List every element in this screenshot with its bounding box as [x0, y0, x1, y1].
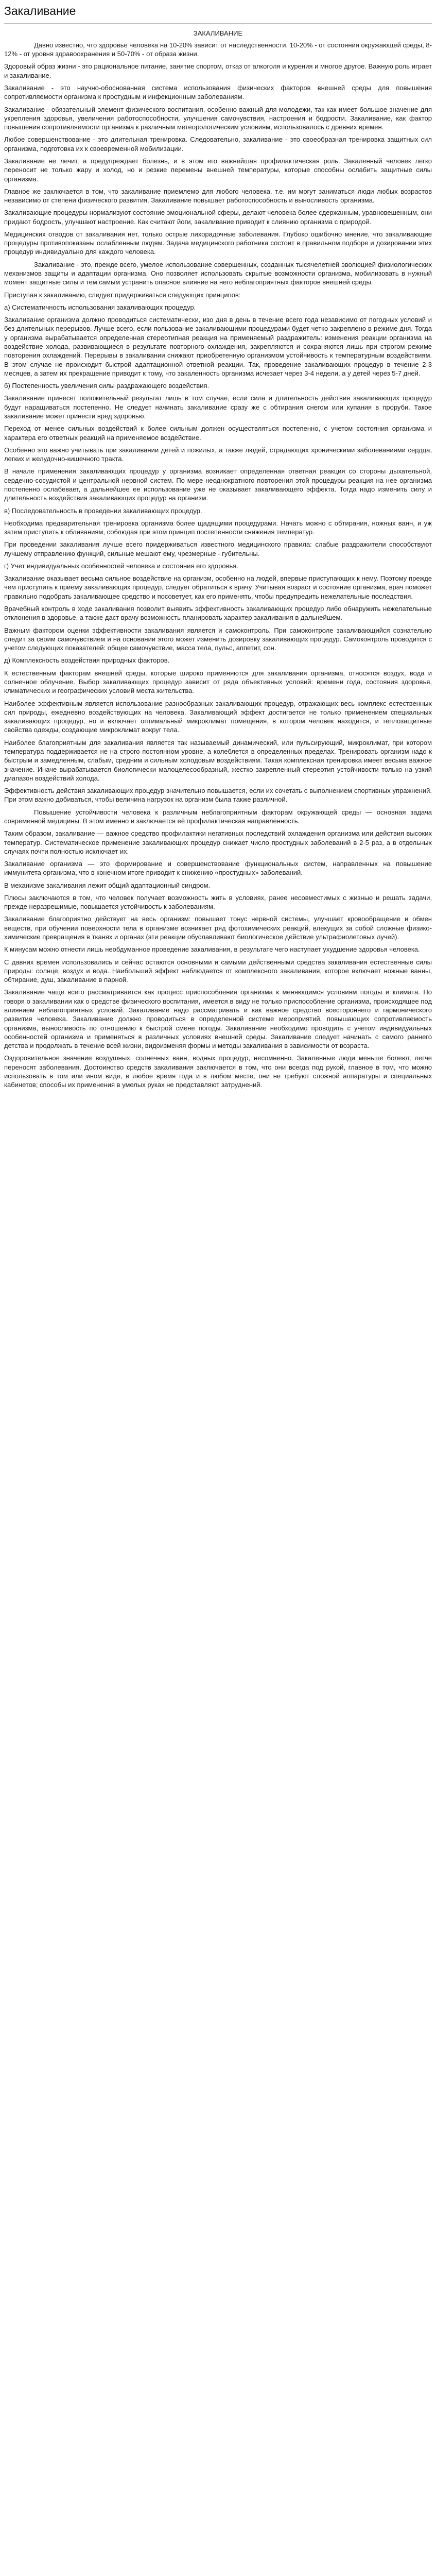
paragraph: Приступая к закаливанию, следует придерживаться следующих принципов: [4, 291, 241, 299]
paragraph: Закаливание - обязательный элемент физического воспитания, особенно важный для молодежи, так как имеет большое значение для укрепления здоровья, увеличения работоспособности, улучшения самочувствия, настроения и бодрости. Закаливание, как фактор повышения сопротивляемости организма к различным метеорологическим условиям, использовалось с древних времен. [4, 105, 432, 131]
paragraph: Любое совершенствование - это длительная тренировка. Следовательно, закаливание - это своеобразная тренировка защитных сил организма, подготовка их к своевременной мобилизации. [4, 135, 432, 152]
paragraph: Закаливающие процедуры нормализуют состояние эмоциональной сферы, делают человека более сдержанным, уравновешенным, они придают бодрость, улучшают настроение. Как считают йоги, закаливание приводит к слиянию организма с природой. [4, 209, 432, 226]
paragraph: С давних времен использовались и сейчас остаются основными и самыми действенными средства закаливания естественные силы природы: солнце, воздух и вода. Наибольший эффект наблюдается от комплексного закаливания, которое включает ножные ванны, обтирание, душ, закаливание в парной. [4, 958, 432, 984]
page-title: Закаливание [4, 3, 432, 24]
paragraph: Медицинских отводов от закаливания нет, только острые лихорадочные заболевания. Глубоко ошибочно мнение, что закаливающие процедуры противопоказаны ослабленным людям. Задача медицинского работника состоит в правильном подборе и дозировании этих процедур индивидуально для каждого человека. [4, 230, 432, 256]
paragraph: Закаливание благоприятно действует на весь организм: повышает тонус нервной системы, улучшает кровообращение и обмен веществ, при обучении поверхности тела в организме возникает ряд фотохимических реакций, влекущих за собой сложные физико-химические превращения в тканях и органах (эти реакции обуславливают биологическое действие ультрафиолетовых лучей). [4, 915, 432, 941]
paragraph: в) Последовательность в проведении закаливающих процедур. [4, 506, 202, 515]
article-subtitle: ЗАКАЛИВАНИЕ [193, 29, 243, 37]
paragraph: Закаливание - это научно-обоснованная система использования физических факторов внешней среды для повышения сопротивляемости организма к простудным и инфекционным заболеваниям. [4, 83, 432, 101]
paragraph: Переход от менее сильных воздействий к более сильным должен осуществляться постепенно, с учетом состояния организма и характера его ответных реакций на применяемое воздействие. [4, 425, 432, 442]
paragraph: Врачебный контроль в ходе закаливания позволит выявить эффективность закаливающих процедур либо обнаружить нежелательные отклонения в здоровье, а также даст врачу возможность планировать характер закаливания в дальнейшем. [4, 605, 432, 622]
paragraph: Эффективность действия закаливающих процедур значительно повышается, если их сочетать с выполнением спортивных упражнений. При этом важно добиваться, чтобы величина нагрузок на организм была также различной. [4, 787, 432, 804]
paragraph: Закаливание организма — это формирование и совершенствование функциональных систем, направленных на повышение иммунитета организма, что в конечном итоге приводит к снижению «простудных» заболеваний. [4, 860, 432, 877]
paragraph: Плюсы заключаются в том, что человек получает возможность жить в условиях, ранее несовместимых с жизнью и решать задачи, прежде неразрешимые, повышается устойчивость к заболеваниям. [4, 893, 432, 911]
paragraph: д) Комплексность воздействия природных факторов. [4, 656, 170, 665]
paragraph: Повышение устойчивости человека к различным неблагоприятным факторам окружающей среды — основная задача современной медицины. В этом именно и заключается её профилактическая направленность. [4, 808, 432, 825]
paragraph: б) Постепенность увеличения силы раздражающего воздействия. [4, 382, 210, 390]
paragraph: Наиболее благоприятным для закаливания является так называемый динамический, или пульсирующий, микроклимат, при котором температура поддерживается не на строго постоянном уровне, а колеблется в определенных пределах. Тренировать организм надо к быстрым и замедленным, слабым, средним и сильным холодовым воздействиям. Такая комплексная тренировка имеет весьма важное значение. Иначе вырабатывается биологически малоцелесообразный, жестко закрепленный стереотип устойчивости только на узкий диапазон воздействий холода. [4, 738, 432, 782]
paragraph: К минусам можно отнести лишь необдуманное проведение закаливания, в результате чего наступает ухудшение здоровья человека. [4, 945, 420, 954]
paragraph: Закаливание чаще всего рассматривается как процесс приспособления организма к меняющимся условиям погоды и климата. Но говоря о закаливании как о средстве физического воспитания, имеется в виду не только приспособление организма, происходящее под влиянием неблагоприятных условий. Закаливание надо рассматривать и как важное средство всестороннего и гармонического развития человека. Закаливание должно проводиться в определенной системе мероприятий, повышающих сопротивляемость организма, выносливость по отношению к быстрой смене погоды. Закаливание необходимо проводить с учетом индивидуальных особенностей организма и применяться в различных условиях внешней среды. Закаливание следует начинать с самого раннего детства и продолжать в течение всей жизни, видоизменяя формы и методы закаливания в зависимости от возраста. [4, 988, 432, 1050]
paragraph: При проведении закаливания лучше всего придерживаться известного медицинского правила: слабые раздражители способствуют лучшему отправлению функций, сильные мешают ему, чрезмерные - губительны. [4, 540, 432, 557]
paragraph: В начале применения закаливающих процедур у организма возникает определенная ответная реакция со стороны дыхательной, сердечно-сосудистой и центральной нервной систем. По мере неоднократного повторения этой процедуры реакция на нее организма постепенно ослабевает, а дальнейшее ее использование уже не оказывает закаливающего эффекта. Тогда надо изменить силу и длительность воздействия закаливающих процедур на организм. [4, 467, 432, 502]
paragraph: Оздоровительное значение воздушных, солнечных ванн, водных процедур, несомненно. Закаленные люди меньше болеют, легче переносят заболевания. Достоинство средств закаливания заключается в том, что они всегда под рукой, главное в том, что можно использовать в том или ином виде, в любое время года и в любом месте, они не требуют сложной аппаратуры и специальных кабинетов; способы их применения в умелых руках не представляют затруднений. [4, 1054, 432, 1089]
paragraph: Давно известно, что здоровье человека на 10-20% зависит от наследственности, 10-20% - от состояния окружающей среды, 8-12% - от уровня здравоохранения и 50-70% - от образа жизни. [4, 41, 432, 58]
paragraph: Важным фактором оценки эффективности закаливания является и самоконтроль. При самоконтроле закаливающийся сознательно следит за своим самочувствием и на основании этого может изменить дозировку закаливающих процедур. Самоконтроль проводится с учетом следующих показателей: общее самочувствие, масса тела, пульс, аппетит, сон. [4, 626, 432, 652]
paragraph: Необходима предварительная тренировка организма более щадящими процедурами. Начать можно с обтирания, ножных ванн, и уж затем приступить к обливаниям, соблюдая при этом принцип постепенности снижения температур. [4, 519, 432, 536]
paragraph: Главное же заключается в том, что закаливание приемлемо для любого человека, т.е. им могут заниматься люди любых возрастов независимо от степени физического развития. Закаливание повышает работоспособность и выносливость организма. [4, 187, 432, 205]
paragraph: Закаливание не лечит, а предупреждает болезнь, и в этом его важнейшая профилактическая роль. Закаленный человек легко переносит не только жару и холод, но и резкие перемены внешней температуры, которые способны ослабить защитные силы организма. [4, 157, 432, 183]
paragraph: Закаливание принесет положительный результат лишь в том случае, если сила и длительность действия закаливающих процедур будут наращиваться постепенно. Не следует начинать закаливание сразу же с обтирания снегом или купания в проруби. Такое закаливание может принести вред здоровью. [4, 394, 432, 420]
paragraph: Особенно это важно учитывать при закаливании детей и пожилых, а также людей, страдающих хроническими заболеваниями сердца, легких и желудочно-кишечного тракта. [4, 446, 432, 463]
paragraph: Закаливание организма должно проводиться систематически, изо дня в день в течение всего года независимо от погодных условий и без длительных перерывов. Лучше всего, если пользование закаливающими процедурами будет четко закреплено в режиме дня. Тогда у организма вырабатывается определенная стереотипная реакция на применяемый раздражитель: изменения реакции организма на воздействие холода, развивающиеся в результате повторного охлаждения, закрепляются и сохраняются лишь при строгом режиме повторения охлаждений. Перерывы в закаливании снижают приобретенную организмом устойчивость к температурным воздействиям. В этом случае не происходит быстрой адаптационной ответной реакции. Так, проведение закаливающих процедур в течение 2-3 месяцев, а затем их прекращение приводит к тому, что закаленность организма исчезает через 3-4 недели, а у детей через 5-7 дней. [4, 316, 432, 377]
article-body [4, 41, 432, 1090]
paragraph: Здоровый образ жизни - это рациональное питание, занятие спортом, отказ от алкоголя и курения и многое другое. Важную роль играет и закаливание. [4, 62, 432, 79]
paragraph: а) Систематичность использования закаливающих процедур. [4, 303, 196, 311]
paragraph: Таким образом, закаливание — важное средство профилактики негативных последствий охлаждения организма или действия высоких температур. Систематическое применение закаливающих процедур снижает число простудных заболеваний в 2-5 раз, а в отдельных случаях почти полностью исключает их. [4, 829, 432, 855]
paragraph: Закаливание оказывает весьма сильное воздействие на организм, особенно на людей, впервые приступающих к нему. Поэтому прежде чем приступить к приему закаливающих процедур, следует обратиться к врачу. Учитывая возраст и состояние организма, врач поможет правильно подобрать закаливающее средство и посоветует, как его применять, чтобы предупредить нежелательные последствия. [4, 574, 432, 600]
paragraph: К естественным факторам внешней среды, которые широко применяются для закаливания организма, относятся воздух, вода и солнечное облучение. Выбор закаливающих процедур зависит от ряда объективных условий: времени года, состояния здоровья, климатических и географических условий места жительства. [4, 669, 432, 695]
paragraph: Закаливание - это, прежде всего, умелое использование совершенных, созданных тысячелетней эволюцией физиологических механизмов защиты и адаптации организма. Оно позволяет использовать скрытые возможности организма, мобилизовать в нужный момент защитные силы и тем самым устранить опасное влияние на него неблагоприятных факторов внешней среды. [4, 260, 432, 286]
paragraph: В механизме закаливания лежит общий адаптационный синдром. [4, 881, 211, 889]
paragraph: г) Учет индивидуальных особенностей человека и состояния его здоровья. [4, 562, 238, 570]
paragraph: Наиболее эффективным является использование разнообразных закаливающих процедур, отражающих весь комплекс естественных сил природы, ежедневно воздействующих на человека. Закаливающий эффект достигается не только применением специальных закаливающих процедур, но и включает оптимальный микроклимат помещения, в котором человек находится, и теплозащитные свойства одежды, создающие микроклимат вокруг тела. [4, 699, 432, 734]
